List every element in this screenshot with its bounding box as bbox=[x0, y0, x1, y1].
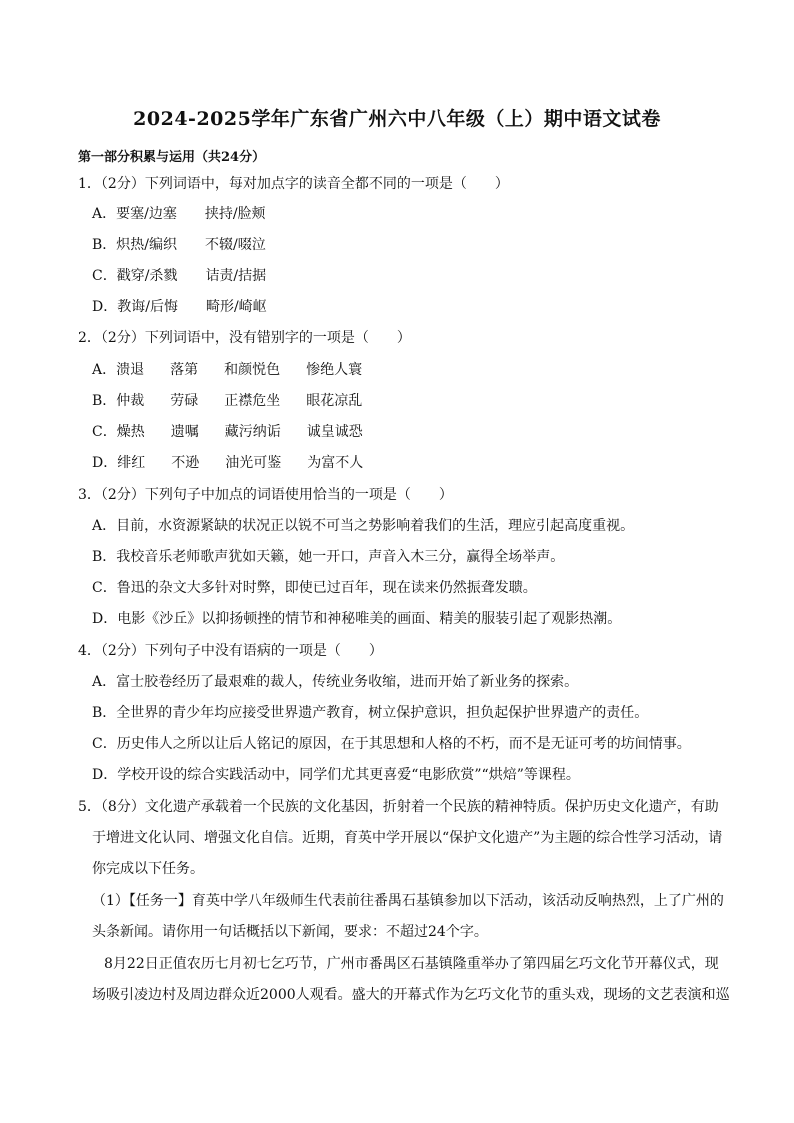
question-1-option-c: C．戳穿/杀戮 诘责/拮据 bbox=[92, 268, 267, 284]
question-3-option-d: D．电影《沙丘》以抑扬顿挫的情节和神秘唯美的画面、精美的服装引起了观影热潮。 bbox=[92, 611, 622, 627]
question-1-option-d: D．教诲/后悔 畸形/崎岖 bbox=[92, 299, 267, 315]
section-heading: 第一部分积累与运用（共24分） bbox=[78, 150, 266, 165]
question-3-stem: 3．（2分）下列句子中加点的词语使用恰当的一项是（ ） bbox=[78, 487, 453, 503]
news-paragraph-line-1: 8月22日正值农历七月初七乞巧节，广州市番禺区石基镇隆重举办了第四届乞巧文化节开幕仪式，现 bbox=[104, 956, 719, 972]
question-3-option-b: B．我校音乐老师歌声犹如天籁，她一开口，声音入木三分，赢得全场举声。 bbox=[92, 549, 565, 565]
question-3-option-a: A．目前，水资源紧缺的状况正以锐不可当之势影响着我们的生活，理应引起高度重视。 bbox=[92, 518, 635, 534]
question-2-option-b: B．仲裁 劳碌 正襟危坐 眼花凉乱 bbox=[92, 393, 363, 409]
question-4-stem: 4．（2分）下列句子中没有语病的一项是（ ） bbox=[78, 643, 383, 659]
question-1-option-b: B．炽热/编织 不辍/啜泣 bbox=[92, 237, 266, 253]
question-5-stem-line-2: 于增进文化认同、增强文化自信。近期，育英中学开展以“保护文化遗产”为主题的综合性学习活动，请 bbox=[92, 830, 723, 846]
question-2-stem: 2．（2分）下列词语中，没有错别字的一项是（ ） bbox=[78, 330, 411, 346]
question-4-option-b: B．全世界的青少年均应接受世界遗产教育，树立保护意识，担负起保护世界遗产的责任。 bbox=[92, 705, 649, 721]
page-title: 2024-2025学年广东省广州六中八年级（上）期中语文试卷 bbox=[133, 108, 661, 130]
question-1-stem: 1．（2分）下列词语中，每对加点字的读音全都不同的一项是（ ） bbox=[78, 176, 509, 192]
task-1-line-1: （1）【任务一】育英中学八年级师生代表前往番禺石基镇参加以下活动，该活动反响热烈，上了广州的 bbox=[92, 893, 724, 909]
question-2-option-d: D．绯红 不逊 油光可鉴 为富不人 bbox=[92, 455, 364, 471]
news-paragraph-line-2: 场吸引凌边村及周边群众近2000人观看。盛大的开幕式作为乞巧文化节的重头戏，现场的文艺表演和巡 bbox=[92, 987, 730, 1003]
question-5-stem-line-3: 你完成以下任务。 bbox=[92, 861, 204, 877]
question-4-option-a: A．富士胶卷经历了最艰难的裁人，传统业务收缩，进而开始了新业务的探索。 bbox=[92, 674, 579, 690]
question-3-option-c: C．鲁迅的杂文大多针对时弊，即使已过百年，现在读来仍然振聋发聩。 bbox=[92, 580, 537, 596]
question-4-option-d: D．学校开设的综合实践活动中，同学们尤其更喜爱“电影欣赏”“烘焙”等课程。 bbox=[92, 767, 580, 783]
question-1-option-a: A．要塞/边塞 挟持/脸颊 bbox=[92, 206, 266, 222]
task-1-line-2: 头条新闻。请你用一句话概括以下新闻，要求：不超过24个字。 bbox=[92, 924, 488, 940]
question-2-option-c: C．燥热 遗嘱 藏污纳诟 诚皇诚恐 bbox=[92, 424, 363, 440]
question-5-stem-line-1: 5．（8分）文化遗产承载着一个民族的文化基因，折射着一个民族的精神特质。保护历史文化遗产，有助 bbox=[78, 799, 719, 815]
question-2-option-a: A．溃退 落第 和颜悦色 惨绝人寰 bbox=[92, 362, 363, 378]
question-4-option-c: C．历史伟人之所以让后人铭记的原因，在于其思想和人格的不朽，而不是无证可考的坊间情事。 bbox=[92, 736, 691, 752]
